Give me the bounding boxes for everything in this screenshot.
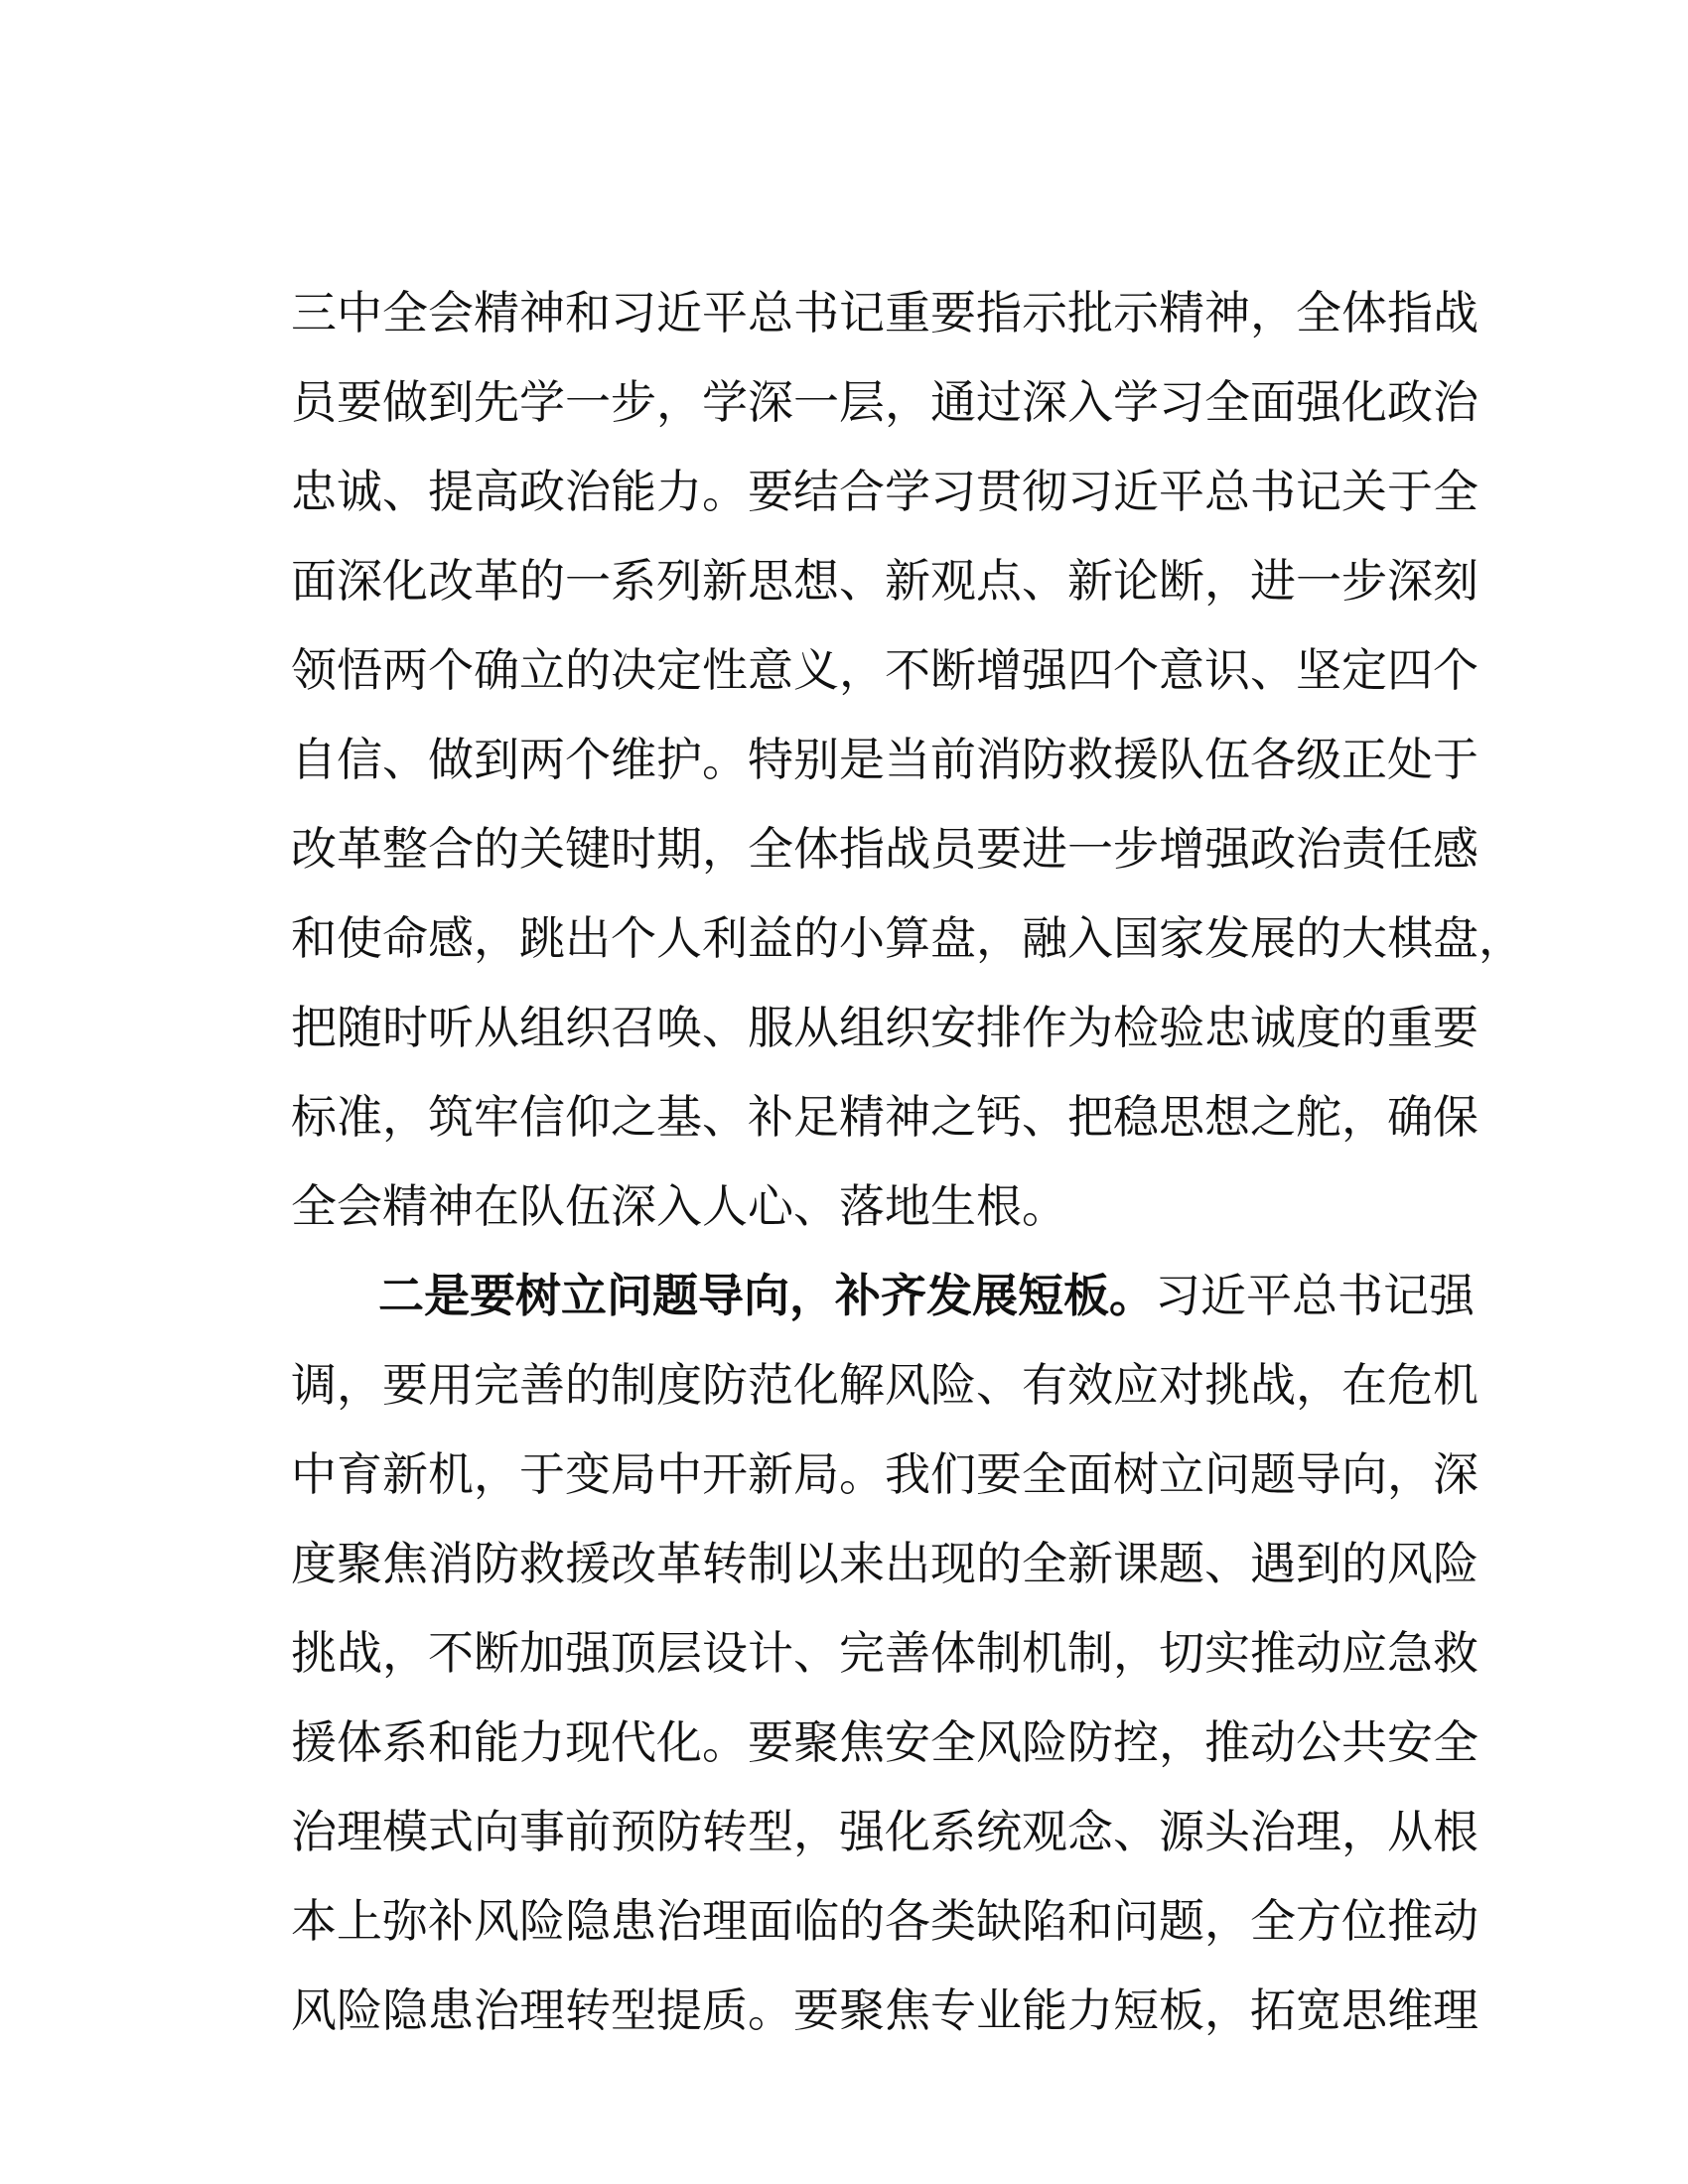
paragraph-1-line: 领悟两个确立的决定性意义，不断增强四个意识、坚定四个: [291, 643, 1478, 697]
section-heading: 二是要树立问题导向，补齐发展短板。: [378, 1269, 1155, 1322]
paragraph-1-line: 忠诚、提高政治能力。要结合学习贯彻习近平总书记关于全: [291, 465, 1478, 518]
paragraph-1-line: 标准，筑牢信仰之基、补足精神之钙、把稳思想之舵，确保: [291, 1090, 1478, 1144]
paragraph-1-line: 改革整合的关键时期，全体指战员要进一步增强政治责任感: [291, 822, 1478, 876]
paragraph-2-line: 挑战，不断加强顶层设计、完善体制机制，切实推动应急救: [291, 1626, 1478, 1680]
paragraph-2-line: 援体系和能力现代化。要聚焦安全风险防控，推动公共安全: [291, 1715, 1478, 1769]
body-text: [291, 268, 1524, 2055]
paragraph-1-line: 三中全会精神和习近平总书记重要指示批示精神，全体指战: [291, 286, 1478, 340]
paragraph-2-line: 调，要用完善的制度防范化解风险、有效应对挑战，在危机: [291, 1358, 1478, 1412]
paragraph-1-line: 全会精神在队伍深入人心、落地生根。: [291, 1179, 1067, 1233]
paragraph-2-line: 中育新机，于变局中开新局。我们要全面树立问题导向，深: [291, 1447, 1478, 1501]
paragraph-1-line: 把随时听从组织召唤、服从组织安排作为检验忠诚度的重要: [291, 1001, 1478, 1054]
paragraph-2-line: 本上弥补风险隐患治理面临的各类缺陷和问题，全方位推动: [291, 1894, 1478, 1948]
paragraph-1-line: 和使命感，跳出个人利益的小算盘，融入国家发展的大棋盘，: [291, 911, 1524, 965]
paragraph-1-line: 自信、做到两个维护。特别是当前消防救援队伍各级正处于: [291, 733, 1478, 786]
paragraph-1-line: 面深化改革的一系列新思想、新观点、新论断，进一步深刻: [291, 554, 1478, 608]
paragraph-2-line: 风险隐患治理转型提质。要聚焦专业能力短板，拓宽思维理: [291, 1983, 1478, 2037]
paragraph-2-first-line: 二是要树立问题导向，补齐发展短板。习近平总书记强: [291, 1251, 1453, 1340]
paragraph-2-line: 度聚焦消防救援改革转制以来出现的全新课题、遇到的风险: [291, 1537, 1478, 1590]
paragraph-1-line: 员要做到先学一步，学深一层，通过深入学习全面强化政治: [291, 375, 1478, 429]
paragraph-2-line: 治理模式向事前预防转型，强化系统观念、源头治理，从根: [291, 1805, 1478, 1858]
